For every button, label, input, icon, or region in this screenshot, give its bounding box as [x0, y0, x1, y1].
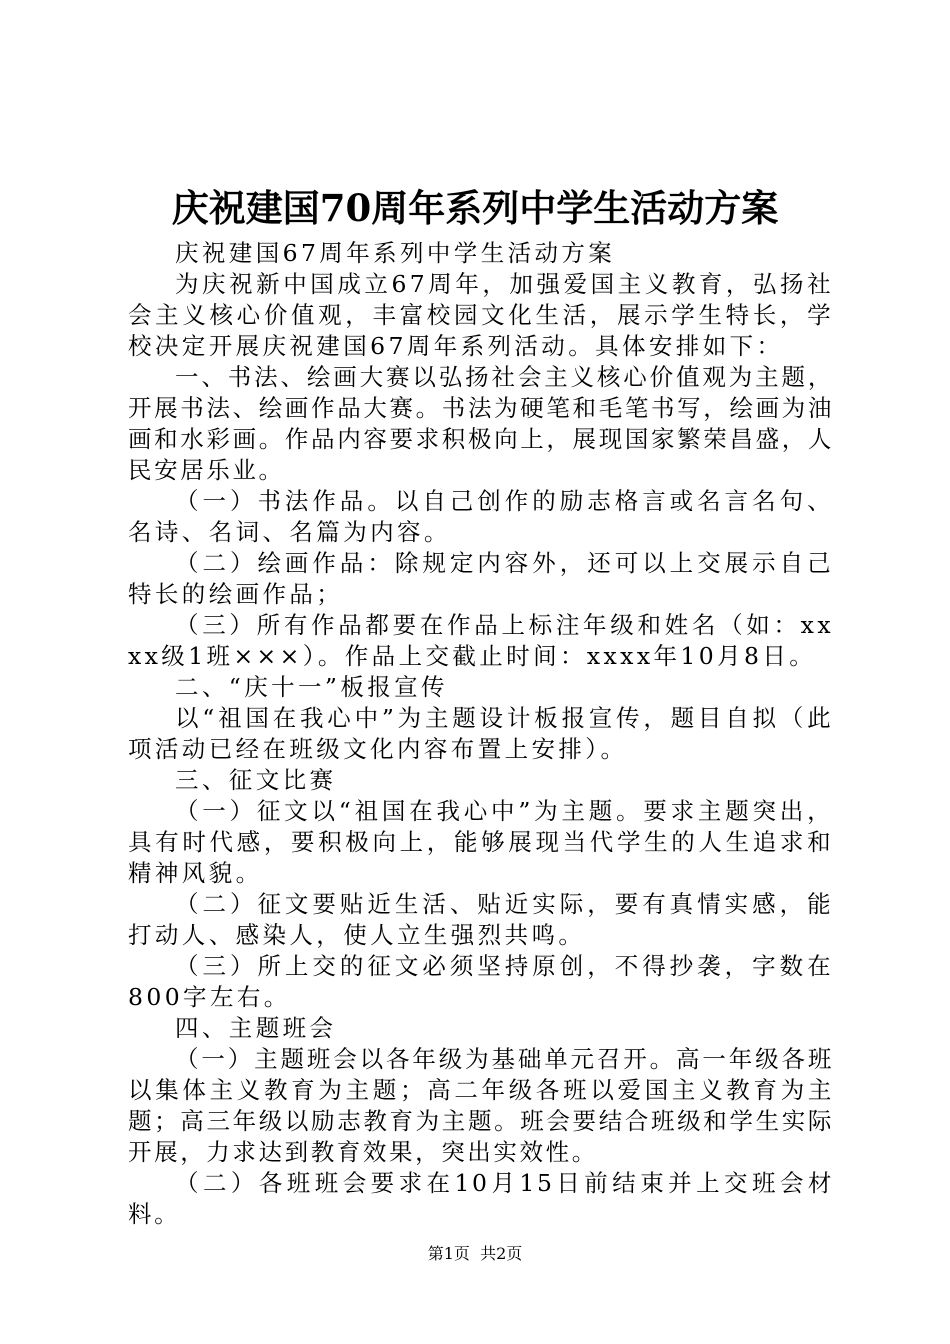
page-number-footer: 第1页 共2页 — [427, 1244, 523, 1263]
document-title: 庆祝建国70周年系列中学生活动方案 — [171, 186, 779, 230]
paragraph-intro: 为庆祝新中国成立67周年，加强爱国主义教育，弘扬社会主义核心价值观，丰富校园文化生活，展示学生特长，学校决定开展庆祝建国67周年系列活动。具体安排如下： — [128, 270, 834, 360]
paragraph-section-1-item-3: （三）所有作品都要在作品上标注年级和姓名（如：xxxx级1班×××）。作品上交截止时间：xxxx年10月8日。 — [128, 611, 834, 670]
paragraph-section-3-heading: 三、征文比赛 — [175, 766, 337, 794]
paragraph-section-3-item-2: （二）征文要贴近生活、贴近实际，要有真情实感，能打动人、感染人，使人立生强烈共鸣。 — [128, 890, 834, 949]
paragraph-section-2-heading: 二、“庆十一”板报宣传 — [175, 673, 448, 701]
paragraph-section-3-item-3: （三）所上交的征文必须坚持原创，不得抄袭，字数在800字左右。 — [128, 952, 834, 1011]
paragraph-section-4-item-2: （二）各班班会要求在10月15日前结束并上交班会材料。 — [128, 1169, 834, 1228]
paragraph-section-4-heading: 四、主题班会 — [175, 1014, 337, 1042]
paragraph-section-4-item-1: （一）主题班会以各年级为基础单元召开。高一年级各班以集体主义教育为主题；高二年级各班以爱国主义教育为主题；高三年级以励志教育为主题。班会要结合班级和学生实际开展，力求达到教育效果，突出实效性。 — [128, 1045, 834, 1166]
paragraph-subtitle: 庆祝建国67周年系列中学生活动方案 — [175, 239, 616, 267]
paragraph-section-2-body: 以“祖国在我心中”为主题设计板报宣传，题目自拟（此项活动已经在班级文化内容布置上安排）。 — [128, 704, 834, 763]
document-body — [128, 238, 834, 1230]
paragraph-section-1-item-1: （一）书法作品。以自己创作的励志格言或名言名句、名诗、名词、名篇为内容。 — [128, 487, 834, 546]
paragraph-section-1: 一、书法、绘画大赛以弘扬社会主义核心价值观为主题，开展书法、绘画作品大赛。书法为硬笔和毛笔书写，绘画为油画和水彩画。作品内容要求积极向上，展现国家繁荣昌盛，人民安居乐业。 — [128, 363, 834, 484]
paragraph-section-3-item-1: （一）征文以“祖国在我心中”为主题。要求主题突出，具有时代感，要积极向上，能够展现当代学生的人生追求和精神风貌。 — [128, 797, 834, 887]
paragraph-section-1-item-2: （二）绘画作品：除规定内容外，还可以上交展示自己特长的绘画作品； — [128, 549, 834, 608]
